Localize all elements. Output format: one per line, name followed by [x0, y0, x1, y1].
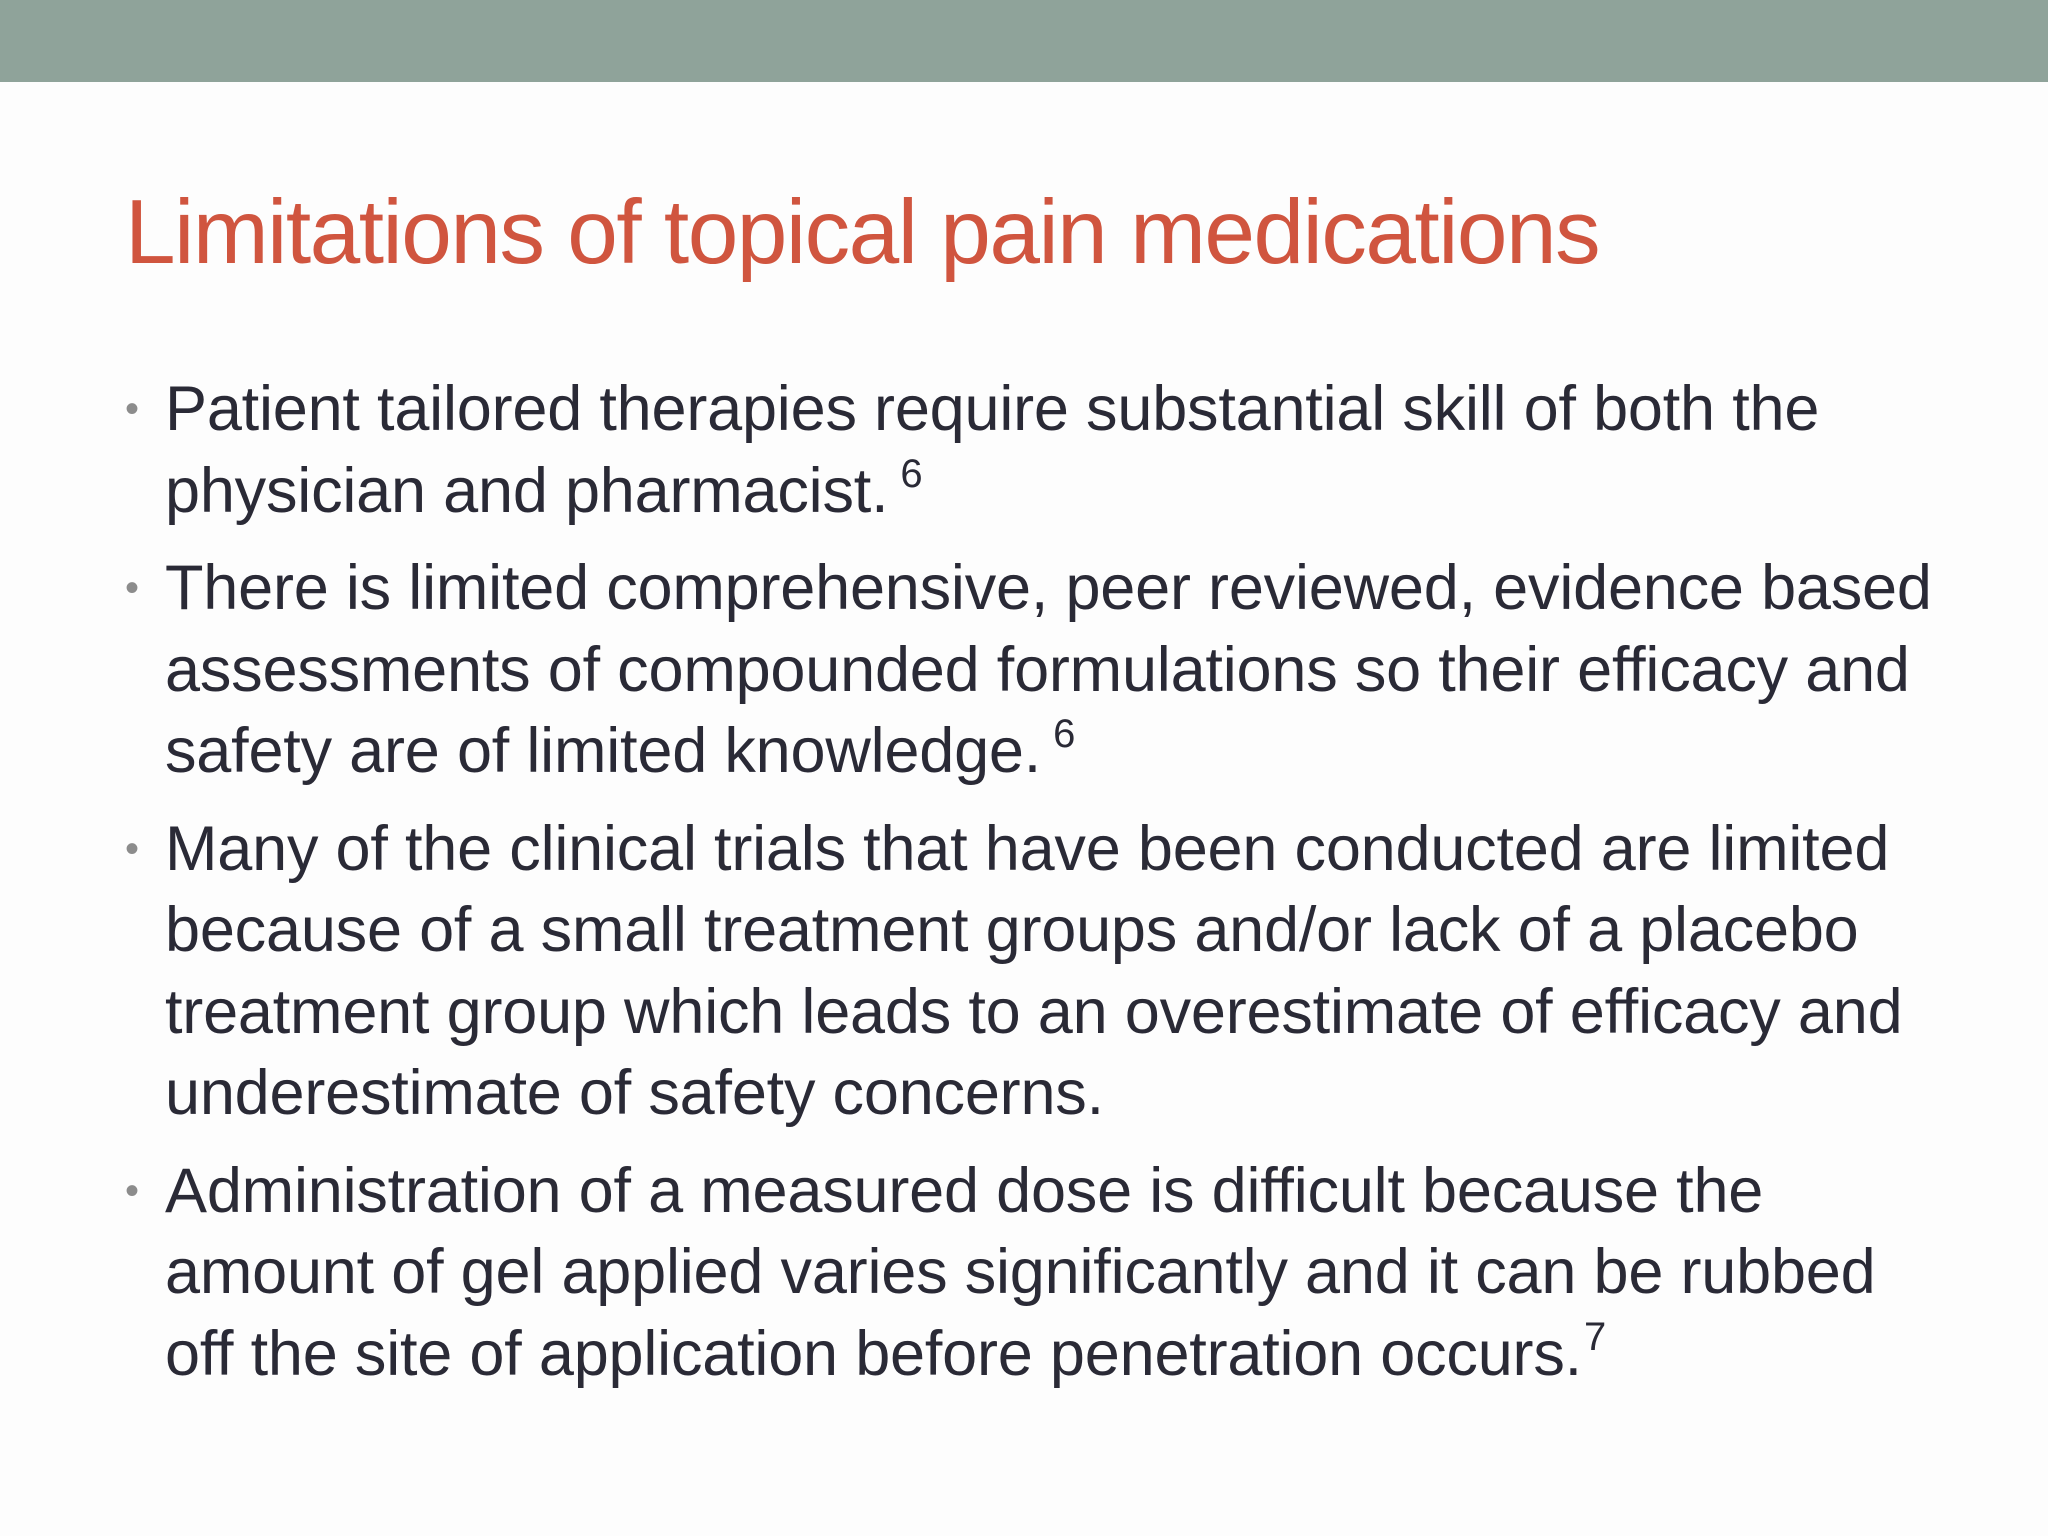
bullet-dot-icon: •: [125, 1168, 139, 1213]
reference-superscript: 7: [1583, 1314, 1606, 1359]
bullet-item: [125, 809, 1955, 1135]
bullet-list: [125, 369, 1955, 1411]
reference-superscript: 6: [1053, 712, 1076, 756]
bullet-text: Administration of a measured dose is difficult because the amount of gel applied varies significantly and it can be rubbed off the site of application before penetration occurs.: [165, 1155, 1876, 1389]
bullet-dot-icon: •: [125, 566, 139, 610]
top-color-band: [0, 0, 2048, 82]
bullet-text: Patient tailored therapies require substantial skill of both the physician and pharmacist.: [165, 374, 1820, 526]
bullet-item: [125, 1151, 1955, 1396]
bullet-text: There is limited comprehensive, peer reviewed, evidence based assessments of compounded formulations so their efficacy and safety are of limited knowledge.: [165, 553, 1932, 786]
bullet-text: Many of the clinical trials that have been conducted are limited because of a small treatment groups and/or lack of a placebo treatment group which leads to an overestimate of efficacy and underestimate of safety concerns.: [165, 813, 1903, 1128]
slide-title: Limitations of topical pain medications: [125, 182, 1600, 283]
bullet-item: [125, 369, 1955, 532]
reference-superscript: 6: [900, 451, 923, 496]
bullet-dot-icon: •: [125, 826, 139, 871]
bullet-dot-icon: •: [125, 387, 139, 431]
bullet-item: [125, 548, 1955, 793]
